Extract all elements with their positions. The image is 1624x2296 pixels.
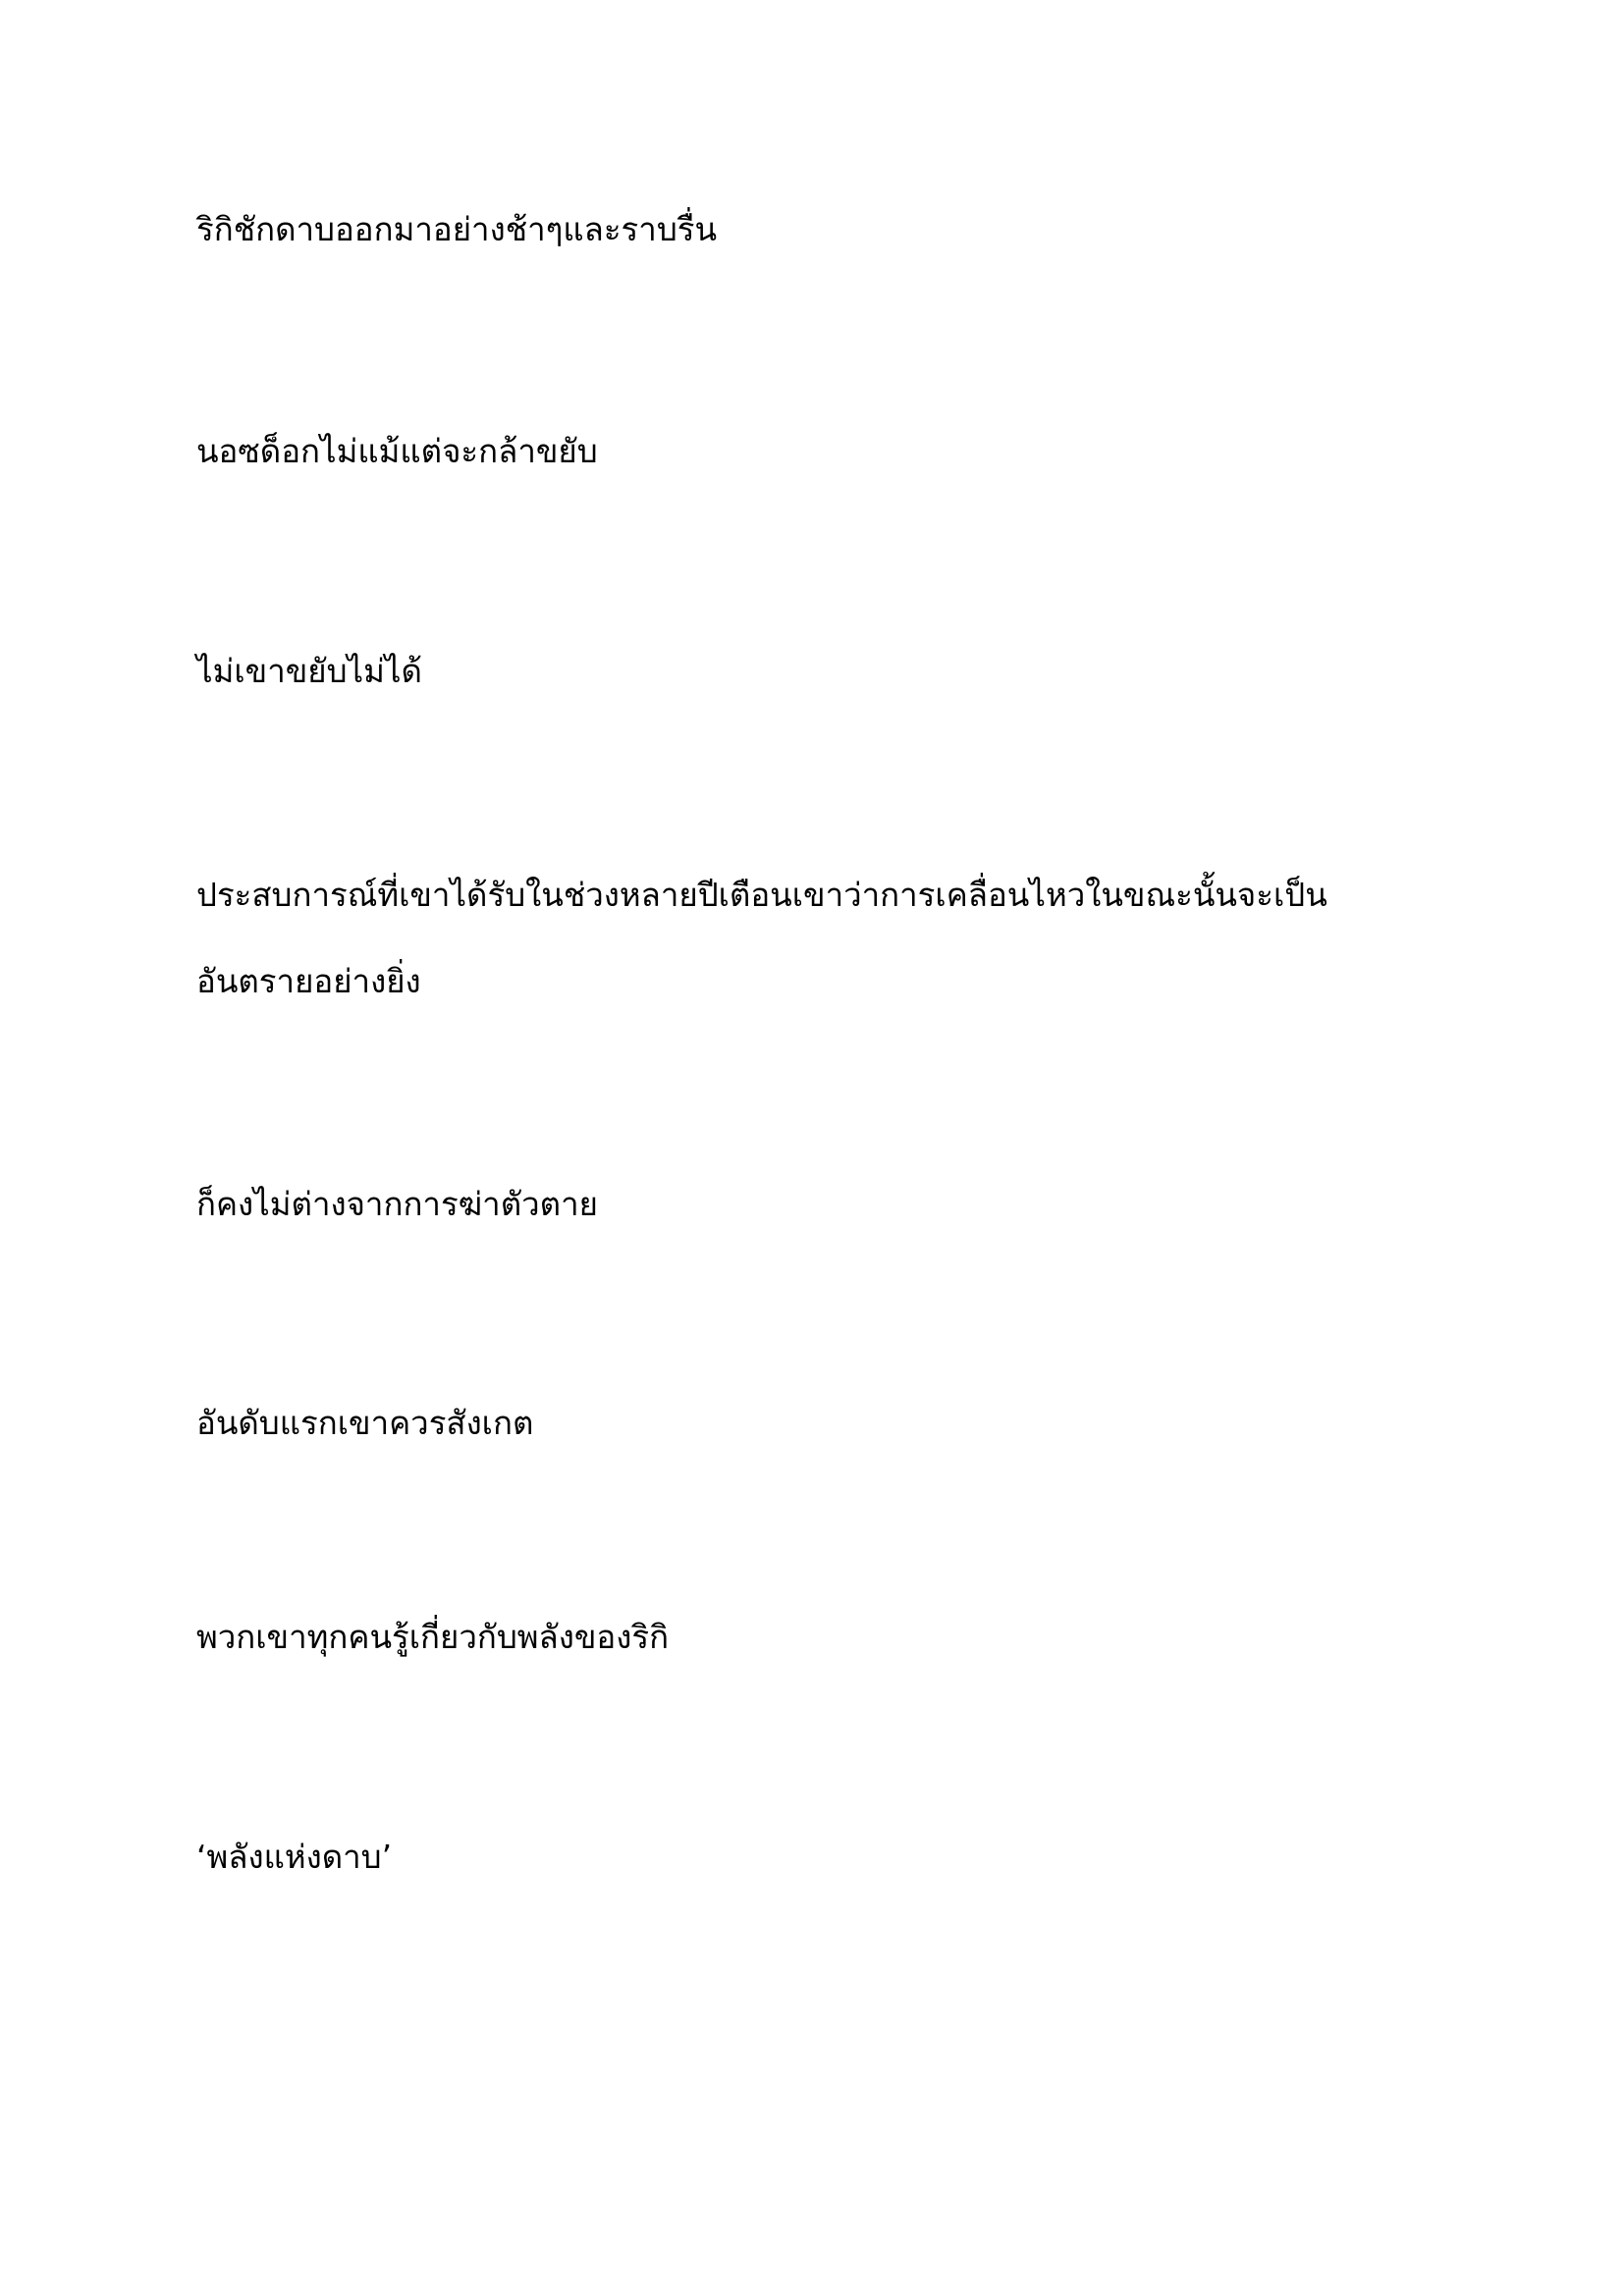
text-line: ก็คงไม่ต่างจากการฆ่าตัวตาย xyxy=(196,1185,598,1223)
text-line: ประสบการณ์ที่เขาได้รับในช่วงหลายปีเตือนเขาว่าการเคลื่อนไหวในขณะนั้นจะเป็น xyxy=(196,876,1327,914)
text-line: นอซด็อกไม่แม้แต่จะกล้าขยับ xyxy=(196,432,598,470)
text-line: ไม่เขาขยับไม่ได้ xyxy=(196,652,422,690)
paragraph-5 xyxy=(196,1161,1434,1248)
text-line: ‘พลังแห่งดาบ’ xyxy=(196,1838,393,1876)
paragraph-6 xyxy=(196,1380,1434,1467)
paragraph-7 xyxy=(196,1594,1434,1681)
paragraph-2 xyxy=(196,408,1434,495)
paragraph-8 xyxy=(196,1814,1434,1900)
text-line: ริกิชักดาบออกมาอย่างช้าๆและราบรื่น xyxy=(196,210,718,248)
text-line: อันดับแรกเขาควรสังเกต xyxy=(196,1404,534,1442)
paragraph-3 xyxy=(196,628,1434,715)
text-line: พวกเขาทุกคนรู้เกี่ยวกับพลังของริกิ xyxy=(196,1618,670,1656)
paragraph-4 xyxy=(196,852,1434,1025)
text-line: อันตรายอย่างยิ่ง xyxy=(196,962,421,1000)
paragraph-1 xyxy=(196,187,1434,273)
